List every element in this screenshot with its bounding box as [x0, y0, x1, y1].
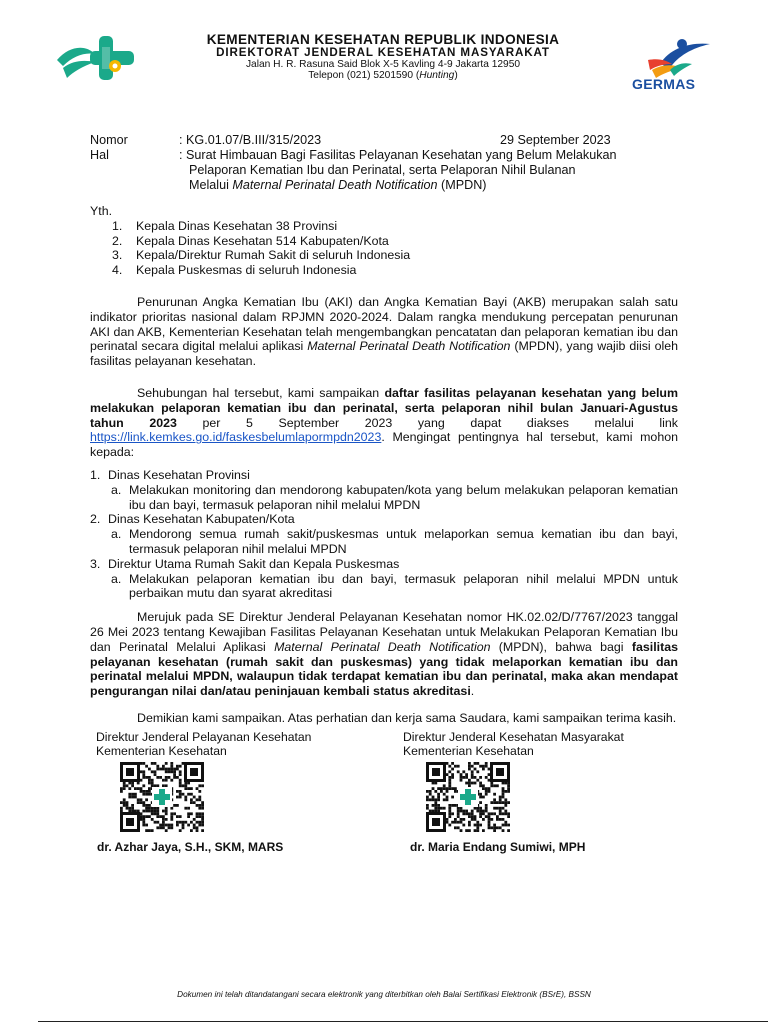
list-item: 3. Kepala/Direktur Rumah Sakit di seluruh Indonesia: [112, 248, 411, 263]
section-1: [90, 468, 678, 512]
section-item: a. Melakukan pelaporan kematian ibu dan bayi, termasuk pelaporan nihil melalui MPDN untuk perbaikan mutu dan syarat akreditasi: [111, 571, 678, 601]
hal-label: Hal: [90, 148, 109, 162]
hal-row: [90, 148, 690, 193]
salutation: Yth.: [90, 204, 113, 218]
address: Jalan H. R. Rasuna Said Blok X-5 Kavling 4-9 Jakarta 12950: [245, 59, 521, 70]
list-item: 2. Kepala Dinas Kesehatan 514 Kabupaten/Kota: [112, 233, 389, 248]
kemenkes-logo: [55, 32, 141, 84]
qr-code-icon: [120, 762, 204, 832]
section-title: 2. Dinas Kesehatan Kabupaten/Kota: [90, 512, 295, 527]
signer-institution: Kementerian Kesehatan: [96, 744, 227, 758]
section-item: a. Mendorong semua rumah sakit/puskesmas untuk melaporkan semua kematian ibu dan bayi, termasuk pelaporan nihil melalui MPDN: [111, 527, 678, 556]
section-2: [90, 512, 678, 556]
hal-line-2: Pelaporan Kematian Ibu dan Perinatal, serta Pelaporan Nihil Bulanan: [189, 163, 576, 177]
section-3: [90, 557, 678, 601]
list-item: 1. Kepala Dinas Kesehatan 38 Provinsi: [112, 218, 338, 233]
nomor-label: Nomor: [90, 133, 128, 147]
footer-divider: [38, 1021, 768, 1022]
hal-line-3: Melalui Maternal Perinatal Death Notification (MPDN): [189, 178, 487, 192]
ministry-name: KEMENTERIAN KESEHATAN REPUBLIK INDONESIA: [206, 32, 560, 47]
signer-name-1: dr. Azhar Jaya, S.H., SKM, MARS: [97, 840, 284, 854]
signature-block-2: [403, 730, 693, 758]
letter-date: 29 September 2023: [500, 133, 611, 147]
hal-line-1: : Surat Himbauan Bagi Fasilitas Pelayanan Kesehatan yang Belum Melakukan: [179, 148, 617, 162]
qr-code-icon: [426, 762, 510, 832]
paragraph-1: Penurunan Angka Kematian Ibu (AKI) dan Angka Kematian Bayi (AKB) merupakan salah satu indikator prioritas nasional dalam RPJMN 2020-2024. Dalam rangka mendukung percepatan penurunan AKI dan AKB, Kementerian Kesehatan telah mengembangkan pencatatan dan pelaporan kematian ibu dan perinatal secara digital melalui aplikasi Maternal Perinatal Death Notification (MPDN), yang wajib diisi oleh fasilitas pelayanan kesehatan.: [90, 294, 679, 369]
letterhead: [148, 32, 618, 81]
footer-note: Dokumen ini telah ditandatangani secara elektronik yang diterbitkan oleh Balai Sertifikasi Elektronik (BSrE), BSSN: [177, 990, 591, 999]
nomor-row: [90, 133, 690, 148]
signature-block-1: [96, 730, 376, 758]
signer-title: Direktur Jenderal Kesehatan Masyarakat: [403, 730, 624, 744]
paragraph-2: Sehubungan hal tersebut, kami sampaikan daftar fasilitas pelayanan kesehatan yang belum melakukan pelaporan kematian ibu dan perinatal, serta pelaporan nihil bulan Januari-Agustus tahun 2023 per 5 September 2023 yang dapat diakses melalui link https://link.kemkes.go.id/faskesbelumlapormpdn2023. Mengingat pentingnya hal tersebut, kami mohon kepada:: [90, 385, 679, 460]
directorate-name: DIREKTORAT JENDERAL KESEHATAN MASYARAKAT: [216, 46, 550, 59]
paragraph-3: Merujuk pada SE Direktur Jenderal Pelayanan Kesehatan nomor HK.02.02/D/7767/2023 tanggal 26 Mei 2023 tentang Kewajiban Fasilitas Pelayanan Kesehatan untuk Melakukan Pelaporan Kematian Ibu dan Perinatal Melalui Aplikasi Maternal Perinatal Death Notification (MPDN), bahwa bagi fasilitas pelayanan kesehatan (rumah sakit dan puskesmas) yang tidak melaporkan kematian ibu dan perinatal melalui MPDN, walaupun tidak terdapat kematian ibu dan perinatal, maka akan mendapat pengurangan nilai dan/atau peninjauan kembali status akreditasi.: [90, 610, 678, 699]
closing-paragraph: Demikian kami sampaikan. Atas perhatian dan kerja sama Saudara, kami sampaikan terima kasih.: [137, 710, 677, 725]
signer-name-2: dr. Maria Endang Sumiwi, MPH: [410, 840, 586, 854]
faskes-link[interactable]: https://link.kemkes.go.id/faskesbelumlapormpdn2023: [90, 430, 382, 445]
recipient-list: [112, 219, 678, 278]
signer-institution: Kementerian Kesehatan: [403, 744, 534, 758]
nomor-value: : KG.01.07/B.III/315/2023: [179, 133, 322, 147]
germas-wordmark: GERMAS: [632, 76, 696, 92]
list-item: 4. Kepala Puskesmas di seluruh Indonesia: [112, 263, 357, 278]
section-item: a. Melakukan monitoring dan mendorong kabupaten/kota yang belum melakukan pelaporan kematian ibu dan bayi, termasuk pelaporan nihil melalui MPDN: [111, 482, 678, 512]
letter-body: [90, 204, 678, 726]
section-title: 3. Direktur Utama Rumah Sakit dan Kepala Puskesmas: [90, 556, 400, 571]
section-title: 1. Dinas Kesehatan Provinsi: [90, 467, 250, 482]
signer-title: Direktur Jenderal Pelayanan Kesehatan: [96, 730, 312, 744]
letter-meta: [90, 133, 690, 193]
phone: Telepon (021) 5201590 (Hunting): [308, 70, 458, 81]
